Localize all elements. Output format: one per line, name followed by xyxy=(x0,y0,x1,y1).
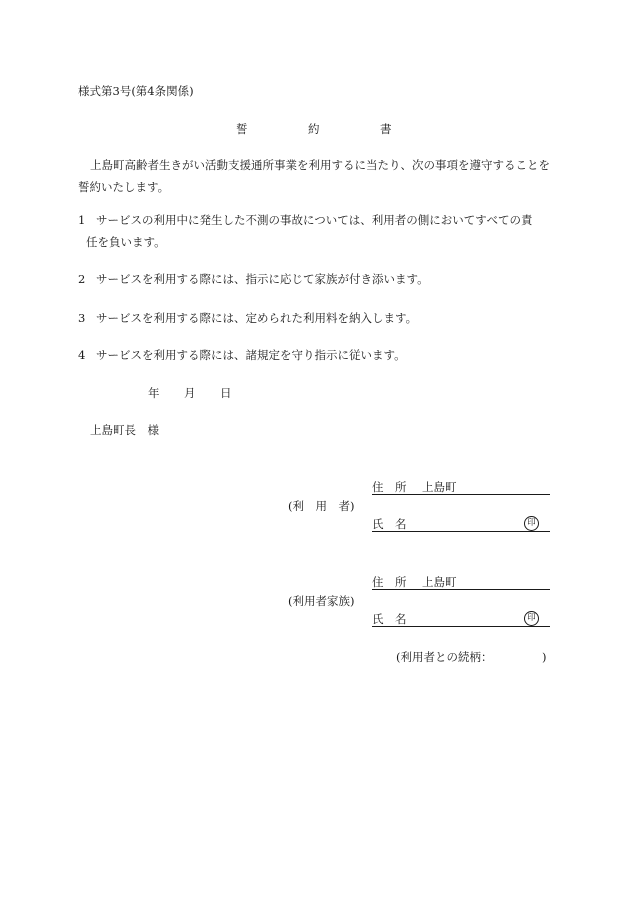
item-text: サービスを利用する際には、諸規定を守り指示に従います。 xyxy=(96,348,406,362)
user-address-label: 住 所 xyxy=(372,480,407,494)
user-name-line xyxy=(372,531,550,532)
title-char-3: 書 xyxy=(380,122,392,136)
pledge-item-4 xyxy=(78,344,554,366)
item-number: 3 xyxy=(78,311,86,325)
family-label: (利用者家族) xyxy=(288,594,355,608)
relationship-close: ) xyxy=(542,650,547,664)
user-address-line xyxy=(372,494,550,495)
family-address-value: 上島町 xyxy=(422,575,457,589)
user-label: (利 用 者) xyxy=(288,499,355,513)
user-name-label: 氏 名 xyxy=(372,517,407,531)
item-text-continued: 任を負います。 xyxy=(86,235,166,249)
pledge-item-3 xyxy=(78,307,554,329)
family-name-label: 氏 名 xyxy=(372,612,407,626)
pledge-item-1 xyxy=(78,209,554,253)
addressee: 上島町長 様 xyxy=(90,423,159,437)
title-char-2: 約 xyxy=(308,122,320,136)
user-seal-mark: 印 xyxy=(524,516,539,531)
pledge-item-2 xyxy=(78,268,554,290)
family-name-line xyxy=(372,626,550,627)
date-month: 月 xyxy=(184,386,196,400)
family-seal-mark: 印 xyxy=(524,611,539,626)
title-char-1: 誓 xyxy=(236,122,248,136)
form-number: 様式第3号(第4条関係) xyxy=(78,84,194,98)
item-number: 4 xyxy=(78,348,86,362)
relationship-open: (利用者との続柄： xyxy=(396,650,493,664)
intro-paragraph: 上島町高齢者生きがい活動支援通所事業を利用するに当たり、次の事項を遵守することを誓約いたします。 xyxy=(78,158,550,194)
family-address-line xyxy=(372,589,550,590)
date-year: 年 xyxy=(148,386,160,400)
user-address-value: 上島町 xyxy=(422,480,457,494)
date-day: 日 xyxy=(220,386,232,400)
family-address-label: 住 所 xyxy=(372,575,407,589)
item-number: 2 xyxy=(78,272,86,286)
item-text: サービスを利用する際には、定められた利用料を納入します。 xyxy=(96,311,418,325)
item-text: サービスの利用中に発生した不測の事故については、利用者の側においてすべての責 xyxy=(96,213,533,227)
item-number: 1 xyxy=(78,213,86,227)
item-text: サービスを利用する際には、指示に応じて家族が付き添います。 xyxy=(96,272,429,286)
